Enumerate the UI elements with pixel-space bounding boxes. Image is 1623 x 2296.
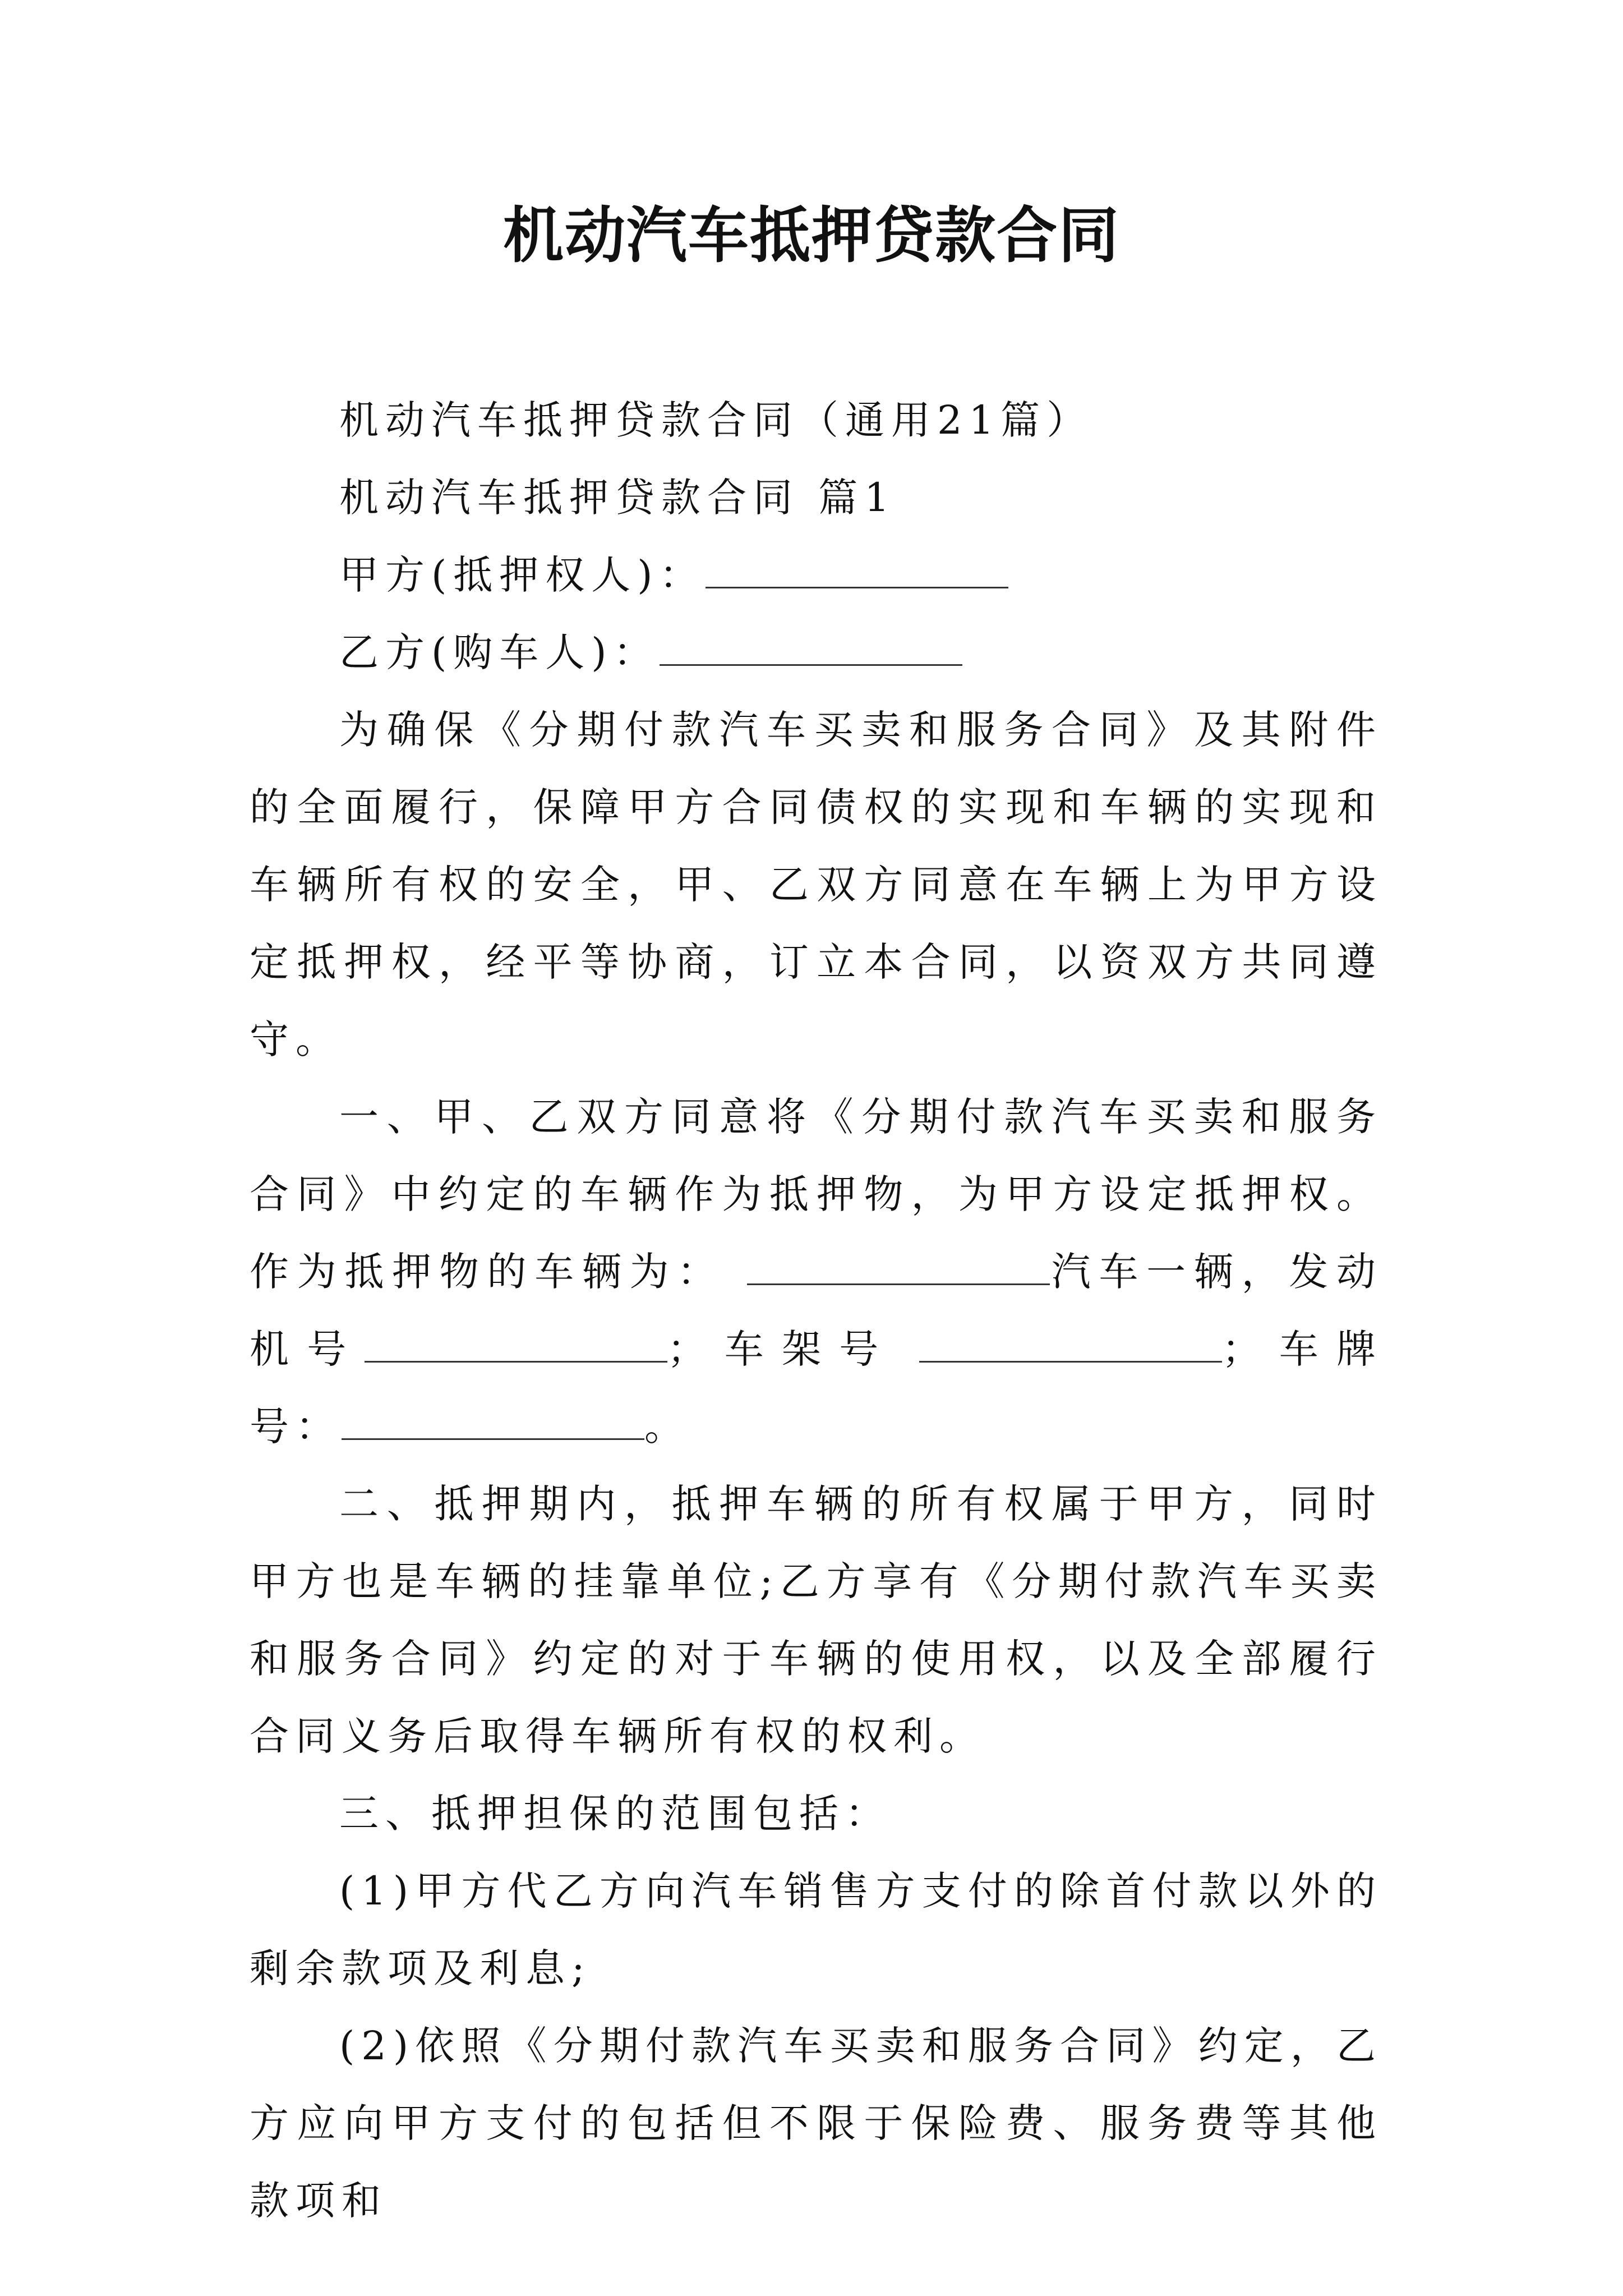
- document-subtitle: 机动汽车抵押贷款合同（通用21篇）: [339, 397, 1093, 443]
- vehicle-model-blank: [747, 1250, 1050, 1285]
- plate-number-blank: [342, 1405, 644, 1440]
- party-b-label: 乙方(购车人)：: [339, 629, 660, 675]
- clause-1-text-b: 汽车一辆，发动机号: [250, 1249, 1383, 1372]
- clause-3-item-2: (2)依照《分期付款汽车买卖和服务合同》约定，乙方应向甲方支付的包括但不限于保险费、服务费等其他款项和: [250, 2023, 1382, 2224]
- clause-1-text-c: ；车架号: [667, 1326, 897, 1372]
- clause-1-paragraph: [250, 1078, 1382, 1465]
- party-a-label: 甲方(抵押权人)：: [339, 552, 706, 598]
- engine-number-blank: [365, 1327, 667, 1363]
- clause-2-paragraph: 二、抵押期内，抵押车辆的所有权属于甲方，同时甲方也是车辆的挂靠单位;乙方享有《分期付款汽车买卖和服务合同》约定的对于车辆的使用权，以及全部履行合同义务后取得车辆所有权的权利。: [250, 1481, 1382, 1759]
- party-a-line: [250, 536, 1382, 614]
- clause-1-text-a: 一、甲、乙双方同意将《分期付款汽车买卖和服务合同》中约定的车辆作为抵押物，为甲方设定抵押权。作为抵押物的车辆为：: [250, 1094, 1382, 1295]
- document-title: 机动汽车抵押贷款合同: [502, 200, 1120, 271]
- clause-1-end: 。: [644, 1404, 690, 1450]
- section-heading: 机动汽车抵押贷款合同 篇1: [339, 475, 896, 521]
- preamble-paragraph: 为确保《分期付款汽车买卖和服务合同》及其附件的全面履行，保障甲方合同债权的实现和车辆的实现和车辆所有权的安全，甲、乙双方同意在车辆上为甲方设定抵押权，经平等协商，订立本合同，以资双方共同遵守。: [250, 707, 1382, 1062]
- clause-1-text-d: ；车牌号：: [250, 1326, 1382, 1450]
- party-b-line: [250, 614, 1382, 691]
- clause-3-item-1: (1)甲方代乙方向汽车销售方支付的除首付款以外的剩余款项及利息;: [250, 1868, 1382, 1991]
- party-a-blank: [706, 553, 1008, 588]
- party-b-blank: [660, 631, 962, 666]
- clause-3-heading: 三、抵押担保的范围包括：: [339, 1791, 891, 1837]
- frame-number-blank: [919, 1327, 1222, 1363]
- document-body: [250, 381, 1382, 2239]
